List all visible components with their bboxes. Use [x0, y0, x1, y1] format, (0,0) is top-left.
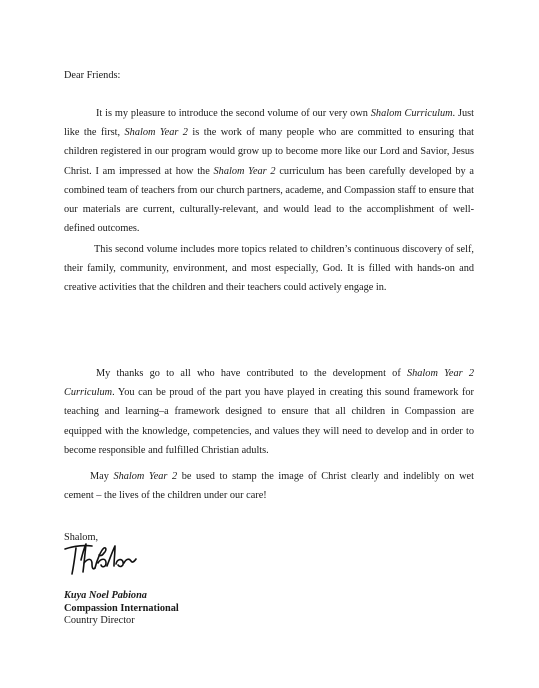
signer-organization: Compassion International [64, 602, 179, 614]
closing: Shalom, [64, 532, 99, 543]
italic-title: Shalom Year 2 [113, 471, 178, 482]
salutation: Dear Friends: [64, 70, 121, 81]
letter-paragraph-1: It is my pleasure to introduce the second volume of our very own Shalom Curriculum. Just like the first, Shalom Year 2 is the work of many people who are committed to ensuring that children registered in our program would grow up to become more like our Lord and Savior, Jesus Christ. I am impressed at how the Shalom Year 2 curriculum has been carefully developed by a combined team of teachers from our church partners, academe, and Compassion staff to ensure that our materials are current, culturally-relevant, and would lead to the accomplishment of well-defined outcomes. [64, 108, 475, 235]
italic-title: Shalom Year 2 Curriculum [64, 368, 474, 399]
signer-title: Country Director [64, 615, 135, 626]
italic-title: Shalom Year 2 [124, 127, 188, 139]
letter-paragraph-3: My thanks go to all who have contributed to the development of Shalom Year 2 Curriculum. You can be proud of the part you have played in creating this sound framework for teaching and learning–a framework designed to ensure that all children in Compassion are equipped with the knowledge, competencies, and values they will need to develop and in order to become responsible and fulfilled Christian adults. [64, 368, 474, 456]
letter-paragraph-2: This second volume includes more topics related to children’s continuous discovery of self, their family, community, environment, and most especially, God. It is filled with hands-on and creative activities that the children and their teachers could actively engage in. [64, 244, 474, 294]
italic-title: Shalom Curriculum [370, 108, 453, 119]
signer-name: Kuya Noel Pabiona [64, 590, 147, 601]
italic-title: Shalom Year 2 [213, 165, 276, 177]
signature-block [64, 590, 179, 628]
letter-paragraph-4: May Shalom Year 2 be used to stamp the image of Christ clearly and indelibly on wet cement – the lives of the children under our care! [64, 471, 474, 502]
handwritten-signature [62, 540, 140, 580]
